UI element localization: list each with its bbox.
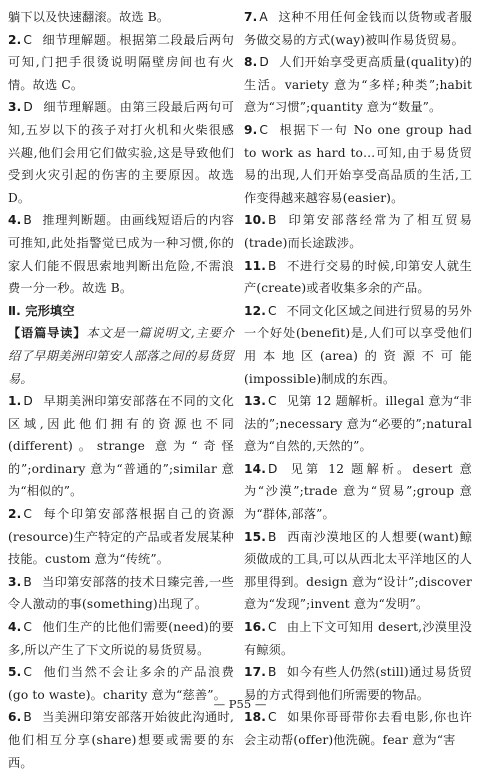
question-number: 10. <box>244 213 267 228</box>
explanation-text: 他们生产的比他们需要(need)的要多,所以产生了下文所说的易货贸易。 <box>8 620 234 657</box>
explanation-text: 每个印第安部落根据自己的资源(resource)生产特定的产品或者发展某种技能。custom 意为“传统”。 <box>8 507 234 567</box>
answer-letter: B <box>268 529 277 544</box>
answer-item <box>244 526 472 616</box>
explanation-text: 根据下一句 No one group had to work as hard to…可知,由于易货贸易的出现,人们开始享受高品质的生活,工作变得越来越容易(easier)。 <box>244 122 472 205</box>
answer-letter: C <box>23 665 33 680</box>
explanation-text: 躺下以及快速翻滚。故选 B。 <box>8 10 170 24</box>
passage-guide <box>8 322 234 390</box>
answer-item <box>8 706 234 774</box>
question-number: 9. <box>244 122 258 137</box>
answer-item <box>244 209 472 254</box>
section-title: Ⅱ. 完形填空 <box>8 303 75 318</box>
explanation-text: 如果你哥哥带你去看电影,你也许会主动帮(offer)他洗碗。fear 意为“害 <box>244 710 472 747</box>
question-number: 17. <box>244 665 267 680</box>
explanation-text: 细节理解题。根据第二段最后两句可知,门把手很烫说明隔壁房间也有火情。故选 C。 <box>8 32 234 92</box>
explanation-text: 见第 12 题解析。illegal 意为“非法的”;necessary 意为“必要的”;natural 意为“自然的,天然的”。 <box>244 394 472 454</box>
answer-item <box>8 390 234 503</box>
answer-letter: C <box>268 394 277 409</box>
question-number: 14. <box>244 461 267 476</box>
question-number: 7. <box>244 10 258 24</box>
question-number: 16. <box>244 620 267 635</box>
question-number: 3. <box>8 574 22 589</box>
question-number: 4. <box>8 620 22 635</box>
answer-letter: D <box>23 100 33 115</box>
answer-letter: B <box>23 710 32 725</box>
answer-letter: C <box>259 122 269 137</box>
question-number: 2. <box>8 507 22 522</box>
answer-letter: B <box>268 665 277 680</box>
explanation-text: 他们当然不会让多余的产品浪费(go to waste)。charity 意为“慈善”。 <box>8 665 234 702</box>
question-number: 12. <box>244 303 267 318</box>
answer-letter: C <box>23 507 33 522</box>
explanation-text: 印第安部落经常为了相互贸易(trade)而长途跋涉。 <box>244 213 472 250</box>
answer-continuation <box>8 6 234 29</box>
answer-item <box>244 390 472 458</box>
answer-letter: D <box>259 55 269 70</box>
guide-tag: 【语篇导读】 <box>8 326 87 341</box>
right-column <box>244 6 472 747</box>
answer-item <box>8 29 234 97</box>
explanation-text: 当美洲印第安部落开始彼此沟通时,他们相互分享(share)想要或需要的东西。 <box>8 710 234 770</box>
page-number: — P55 — <box>213 697 267 711</box>
guide-text: 本文是一篇说明文,主要介绍了早期美洲印第安人部落之间的易货贸易。 <box>8 326 234 386</box>
explanation-text: 推理判断题。由画线短语后的内容可推知,此处指警觉已成为一种习惯,你的家人们能不假思索地判断出危险,不需浪费一分一秒。故选 B。 <box>8 213 234 296</box>
explanation-text: 不同文化区域之间进行贸易的另外一个好处(benefit)是,人们可以享受他们用本地区(area)的资源不可能(impossible)制成的东西。 <box>244 303 472 386</box>
answer-item <box>244 616 472 661</box>
answer-item <box>8 503 234 571</box>
left-column <box>8 6 234 770</box>
answer-letter: C <box>268 303 277 318</box>
answer-letter: B <box>23 213 32 228</box>
answer-item <box>8 96 234 209</box>
answer-letter: B <box>268 258 277 273</box>
explanation-text: 由上下文可知用 desert,沙漠里没有鲸须。 <box>244 620 472 657</box>
answer-letter: B <box>268 213 277 228</box>
explanation-text: 如今有些人仍然(still)通过易货贸易的方式得到他们所需要的物品。 <box>244 665 472 702</box>
answer-letter: D <box>23 394 33 409</box>
answer-letter: A <box>259 10 268 24</box>
answer-letter: C <box>268 620 277 635</box>
explanation-text: 当印第安部落的技术日臻完善,一些令人激动的事(something)出现了。 <box>8 574 234 612</box>
question-number: 3. <box>8 100 22 115</box>
question-number: 1. <box>8 394 22 409</box>
answer-item <box>244 706 472 751</box>
answer-item <box>244 458 472 526</box>
question-number: 13. <box>244 394 267 409</box>
explanation-text: 西南沙漠地区的人想要(want)鲸须做成的工具,可以从西北太平洋地区的人那里得到。design 意为“设计”;discover 意为“发现”;invent 意为“发明”。 <box>244 529 472 612</box>
answer-item <box>244 6 472 51</box>
explanation-text: 见第 12 题解析。desert 意为“沙漠”;trade 意为“贸易”;group 意为“群体,部落”。 <box>244 461 472 522</box>
question-number: 4. <box>8 213 22 228</box>
question-number: 8. <box>244 55 258 70</box>
answer-item <box>244 51 472 119</box>
question-number: 15. <box>244 529 267 544</box>
answer-letter: C <box>268 710 277 725</box>
answer-item <box>8 616 234 661</box>
question-number: 11. <box>244 258 267 273</box>
answer-item <box>244 119 472 209</box>
question-number: 6. <box>8 710 22 725</box>
answer-letter: C <box>23 620 33 635</box>
answer-item <box>8 571 234 616</box>
explanation-text: 细节理解题。由第三段最后两句可知,五岁以下的孩子对打火机和火柴很感兴趣,他们会用它们做实验,这是导致他们受到火灾引起的伤害的主要原因。故选 D。 <box>8 100 234 205</box>
question-number: 2. <box>8 32 22 47</box>
answer-letter: D <box>268 461 278 476</box>
question-number: 5. <box>8 665 22 680</box>
answer-letter: C <box>23 32 33 47</box>
answer-letter: B <box>23 574 32 589</box>
question-number: 18. <box>244 710 267 725</box>
explanation-text: 早期美洲印第安部落在不同的文化区域,因此他们拥有的资源也不同(different)。strange 意为“奇怪的”;ordinary 意为“普通的”;similar 意为“相似的”。 <box>8 394 234 499</box>
explanation-text: 这种不用任何金钱而以货物或者服务做交易的方式(way)被叫作易货贸易。 <box>244 10 472 47</box>
explanation-text: 不进行交易的时候,印第安人就生产(create)或者收集多余的产品。 <box>244 258 472 296</box>
section-heading <box>8 300 234 323</box>
explanation-text: 人们开始享受更高质量(quality)的生活。variety 意为“多样;种类”;habit 意为“习惯”;quantity 意为“数量”。 <box>244 55 472 115</box>
answer-item <box>244 300 472 390</box>
answer-item <box>244 255 472 300</box>
answer-item <box>8 209 234 299</box>
